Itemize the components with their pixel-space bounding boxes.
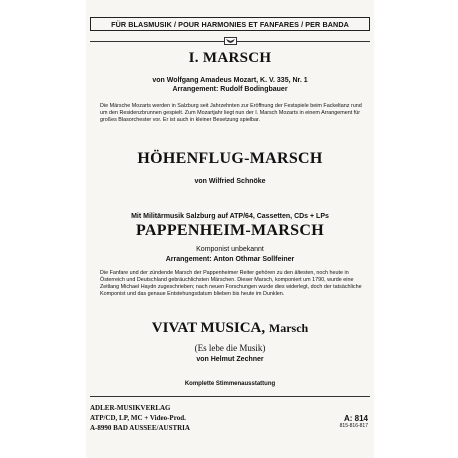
description-pappenheim: Die Fanfare und der zündende Marsch der Pappenheimer Reiter gehören zu den ältesten, noch heute in Österreich und Deutschland gebräuchlichsten Märschen. Dieser Marsch, komponiert um 1790, wurde eine Zeitlang Michael Haydn zugeschrieben; nach neuen Forschungen wurde dies widerlegt, doch der tatsächliche Komponist und das genaue Entstehungsdatum blieben bis heute im Dunklen. bbox=[100, 270, 362, 297]
title-pappenheim-marsch: PAPPENHEIM-MARSCH bbox=[136, 222, 324, 239]
category-banner: FÜR BLASMUSIK / POUR HARMONIES ET FANFARES / PER BANDA bbox=[90, 17, 370, 31]
description-i-marsch: Die Märsche Mozarts werden in Salzburg seit Jahrzehnten zur Eröffnung der Festspiele beim Fackeltanz rund um den Residenzbrunnen gespielt. Zum Mozartjahr liegt nun der I. Marsch Mozarts in einem Arrangement für großes Blasorchester vor. Er ist auch in kleiner Besetzung spielbar. bbox=[100, 103, 362, 123]
title-i-marsch: I. MARSCH bbox=[188, 50, 272, 66]
catalog-number: A: 814 bbox=[343, 414, 368, 423]
title-vivat-main: VIVAT MUSICA, bbox=[151, 320, 266, 336]
footer-divider bbox=[90, 396, 370, 397]
subtitle-es-lebe-die-musik: (Es lebe die Musik) bbox=[194, 343, 266, 353]
arrangement-sollfeiner: Arrangement: Anton Othmar Sollfeiner bbox=[165, 256, 295, 263]
title-vivat-musica bbox=[90, 320, 370, 337]
publisher-block bbox=[90, 403, 190, 433]
publisher-address: A-8990 BAD AUSSEE/AUSTRIA bbox=[90, 424, 190, 432]
composer-unknown: Komponist unbekannt bbox=[196, 246, 264, 253]
publisher-name: ADLER-MUSIKVERLAG bbox=[90, 404, 171, 412]
complete-parts-note: Komplette Stimmenausstattung bbox=[184, 381, 276, 387]
adler-eagle-icon bbox=[224, 37, 237, 45]
catalog-block bbox=[340, 414, 368, 429]
composer-mozart: von Wolfgang Amadeus Mozart, K. V. 335, Nr. 1 bbox=[152, 77, 308, 84]
composer-zechner: von Helmut Zechner bbox=[196, 356, 264, 363]
arrangement-bodingbauer: Arrangement: Rudolf Bodingbauer bbox=[172, 86, 288, 93]
catalog-code: 815-816-817 bbox=[339, 423, 368, 429]
composer-schnoeke: von Wilfried Schnöke bbox=[194, 178, 266, 185]
title-hoehenflug-marsch: HÖHENFLUG-MARSCH bbox=[137, 150, 323, 167]
title-vivat-suffix: Marsch bbox=[268, 321, 309, 335]
recording-note: Mit Militärmusik Salzburg auf ATP/64, Cassetten, CDs + LPs bbox=[131, 213, 329, 220]
publisher-products: ATP/CD, LP, MC + Video-Prod. bbox=[90, 414, 186, 422]
